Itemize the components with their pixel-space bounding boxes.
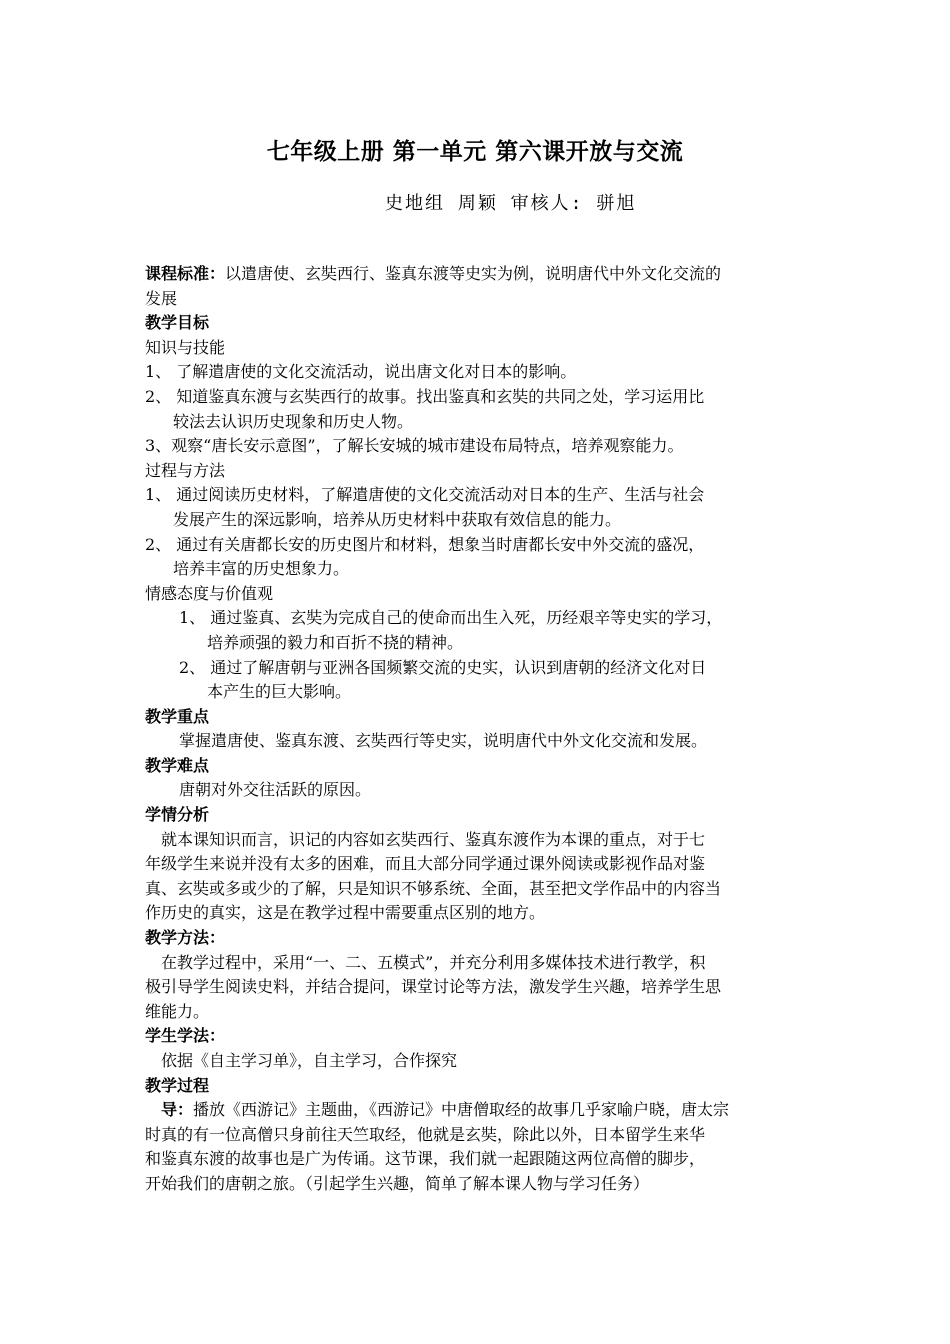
knowledge-heading: 知识与技能 xyxy=(145,337,226,357)
key-points-heading: 教学重点 xyxy=(145,706,210,726)
difficulties-text: 唐朝对外交往活跃的原因。 xyxy=(179,780,372,800)
author-line: 史地组 周颖 审核人: 骈旭 xyxy=(385,193,637,214)
process-intro-label: 导： xyxy=(161,1100,194,1120)
difficulties-heading: 教学难点 xyxy=(145,755,210,775)
knowledge-item-1: 1、 了解遣唐使的文化交流活动，说出唐文化对日本的影响。 xyxy=(145,362,577,382)
knowledge-item-3: 3、观察“唐长安示意图”，了解长安城的城市建设布局特点，培养观察能力。 xyxy=(145,436,684,456)
document-body xyxy=(145,262,810,1197)
curriculum-standard-continued: 发展 xyxy=(145,288,178,308)
process-item-1: 1、 通过阅读历史材料，了解遣唐使的文化交流活动对日本的生产、生活与社会 xyxy=(145,485,705,505)
student-analysis-heading: 学情分析 xyxy=(145,805,210,825)
key-points-text: 掌握遣唐使、鉴真东渡、玄奘西行等史实，说明唐代中外文化交流和发展。 xyxy=(179,731,708,751)
page-title: 七年级上册 第一单元 第六课开放与交流 xyxy=(266,139,684,165)
student-analysis-line-1: 就本课知识而言，识记的内容如玄奘西行、鉴真东渡作为本课的重点，对于七 xyxy=(161,829,706,849)
curriculum-standard-text: 以遣唐使、玄奘西行、鉴真东渡等史实为例，说明唐代中外文化交流的 xyxy=(225,264,722,283)
emotion-item-1-continued: 培养顽强的毅力和百折不挠的精神。 xyxy=(207,632,464,652)
process-intro-line-4: 开始我们的唐朝之旅。（引起学生兴趣，简单了解本课人物与学习任务） xyxy=(145,1173,650,1193)
emotion-heading: 情感态度与价值观 xyxy=(145,583,274,603)
process-heading: 过程与方法 xyxy=(145,460,226,480)
curriculum-standard-label: 课程标准： xyxy=(145,264,226,283)
emotion-item-2-continued: 本产生的巨大影响。 xyxy=(207,682,352,702)
emotion-item-2: 2、 通过了解唐朝与亚洲各国频繁交流的史实，认识到唐朝的经济文化对日 xyxy=(179,657,707,677)
student-analysis-line-2: 年级学生来说并没有太多的困难，而且大部分同学通过课外阅读或影视作品对鉴 xyxy=(145,854,706,874)
process-item-1-continued: 发展产生的深远影响，培养从历史材料中获取有效信息的能力。 xyxy=(173,509,622,529)
methods-line-2: 极引导学生阅读史料，并结合提问，课堂讨论等方法，激发学生兴趣，培养学生思 xyxy=(145,977,722,997)
knowledge-item-2: 2、 知道鉴真东渡与玄奘西行的故事。找出鉴真和玄奘的共同之处，学习运用比 xyxy=(145,386,705,406)
process-intro-text: 播放《西游记》主题曲，《西游记》中唐僧取经的故事几乎家喻户晓，唐太宗 xyxy=(193,1100,730,1120)
curriculum-standard xyxy=(145,262,810,287)
process-item-2: 2、 通过有关唐都长安的历史图片和材料，想象当时唐都长安中外交流的盛况， xyxy=(145,534,705,554)
learning-methods-text: 依据《自主学习单》，自主学习，合作探究 xyxy=(161,1051,458,1070)
objectives-heading: 教学目标 xyxy=(145,313,210,333)
process-steps-heading: 教学过程 xyxy=(145,1075,210,1095)
methods-heading: 教学方法： xyxy=(145,928,226,948)
methods-line-3: 维能力。 xyxy=(145,1001,210,1021)
methods-line-1: 在教学过程中，采用“一、二、五模式”，并充分利用多媒体技术进行教学，积 xyxy=(161,952,706,972)
process-item-2-continued: 培养丰富的历史想象力。 xyxy=(173,559,350,579)
process-intro-line-1 xyxy=(145,1098,810,1123)
student-analysis-line-3: 真、玄奘或多或少的了解，只是知识不够系统、全面，甚至把文学作品中的内容当 xyxy=(145,878,722,898)
student-analysis-line-4: 作历史的真实，这是在教学过程中需要重点区别的地方。 xyxy=(145,903,546,923)
learning-methods-heading: 学生学法： xyxy=(145,1026,226,1046)
knowledge-item-2-continued: 较法去认识历史现象和历史人物。 xyxy=(173,411,414,431)
process-intro-line-3: 和鉴真东渡的故事也是广为传诵。这节课，我们就一起跟随这两位高僧的脚步， xyxy=(145,1149,706,1169)
process-intro-line-2: 时真的有一位高僧只身前往天竺取经，他就是玄奘，除此以外，日本留学生来华 xyxy=(145,1124,706,1144)
emotion-item-1: 1、 通过鉴真、玄奘为完成自己的使命而出生入死，历经艰辛等史实的学习， xyxy=(179,608,723,628)
